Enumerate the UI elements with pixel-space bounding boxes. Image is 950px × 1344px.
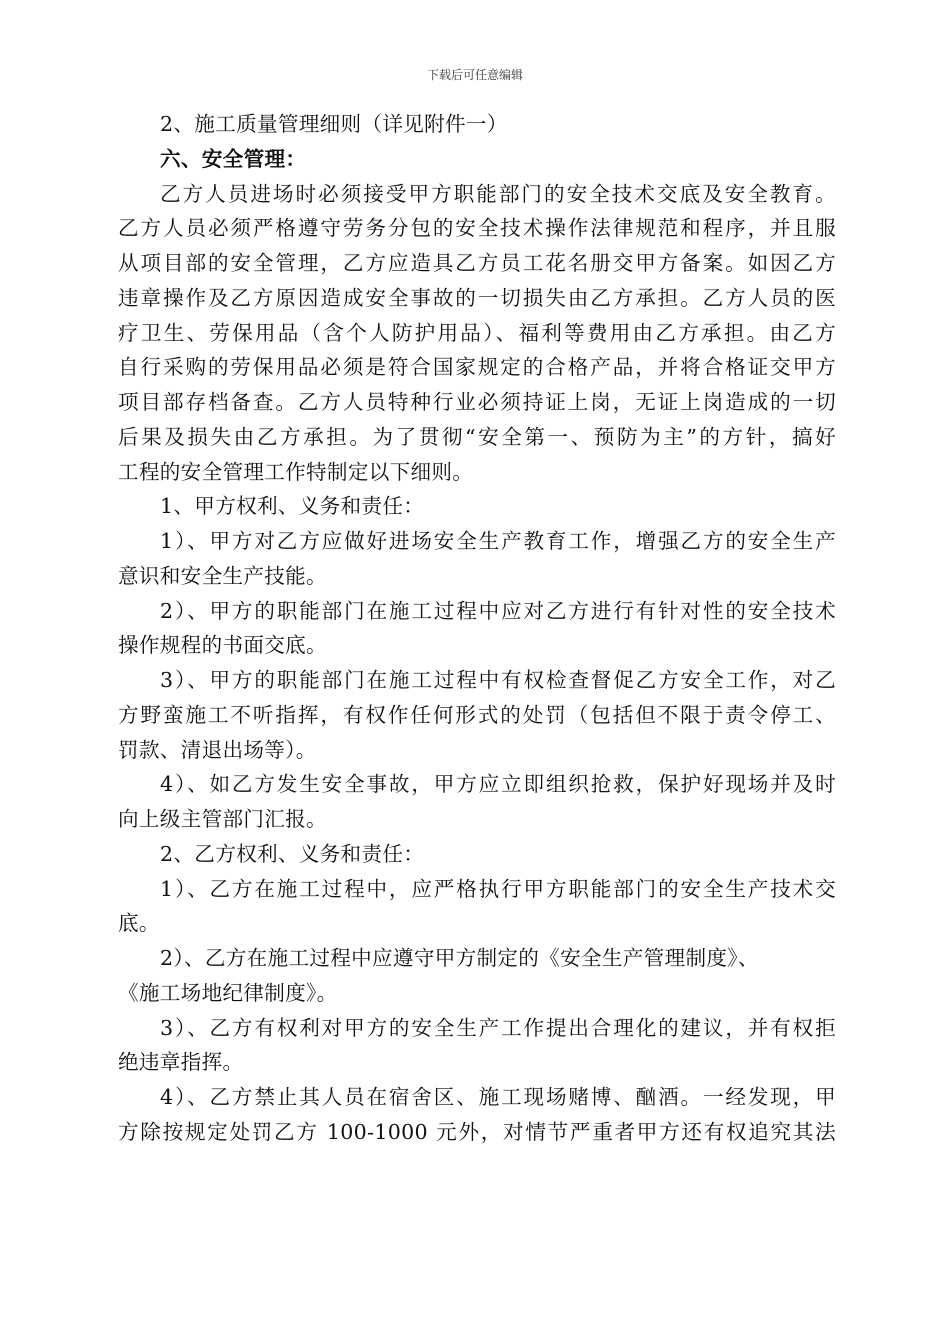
text-line: 后果及损失由乙方承担。为了贯彻“安全第一、预防为主”的方针，搞好 — [118, 424, 836, 449]
text-line: 向上级主管部门汇报。 — [118, 807, 327, 831]
text-line: 1）、甲方对乙方应做好进场安全生产教育工作，增强乙方的安全生产 — [160, 529, 836, 553]
section-heading: 六、安全管理： — [160, 146, 307, 171]
text-line: 罚款、清退出场等）。 — [118, 737, 317, 762]
text-line: 乙方人员进场时必须接受甲方职能部门的安全技术交底及安全教育。 — [160, 181, 836, 206]
text-line: 4）、乙方禁止其人员在宿舍区、施工现场赌博、酗酒。一经发现，甲 — [160, 1085, 836, 1109]
text-line: 从项目部的安全管理，乙方应造具乙方员工花名册交甲方备案。如因乙方 — [118, 251, 836, 275]
text-line: 违章操作及乙方原因造成安全事故的一切损失由乙方承担。乙方人员的医 — [118, 285, 836, 310]
text-line: 操作规程的书面交底。 — [118, 633, 327, 658]
text-line: 意识和安全生产技能。 — [118, 563, 327, 588]
text-line: 方野蛮施工不听指挥，有权作任何形式的处罚（包括但不限于责令停工、 — [118, 702, 836, 727]
text-line: 3）、乙方有权利对甲方的安全生产工作提出合理化的建议，并有权拒 — [160, 1015, 836, 1040]
text-line: 2）、乙方在施工过程中应遵守甲方制定的《安全生产管理制度》、 — [160, 946, 759, 970]
text-line: 底。 — [118, 911, 160, 936]
text-line: 1）、乙方在施工过程中，应严格执行甲方职能部门的安全生产技术交 — [160, 876, 836, 901]
text-line: 《施工场地纪律制度》。 — [118, 980, 338, 1005]
text-line: 4）、如乙方发生安全事故，甲方应立即组织抢救，保护好现场并及时 — [160, 772, 836, 797]
text-line: 2、乙方权利、义务和责任： — [160, 841, 425, 866]
text-line: 自行采购的劳保用品必须是符合国家规定的合格产品，并将合格证交甲方 — [118, 355, 836, 380]
text-line: 乙方人员必须严格遵守劳务分包的安全技术操作法律规范和程序，并且服 — [118, 216, 836, 241]
page-header-note: 下载后可任意编辑 — [426, 68, 523, 82]
text-line: 方除按规定处罚乙方 100-1000 元外，对情节严重者甲方还有权追究其法 — [118, 1119, 836, 1144]
text-line: 项目部存档备查。乙方人员特种行业必须持证上岗，无证上岗造成的一切 — [118, 390, 836, 414]
text-line: 绝违章指挥。 — [118, 1050, 244, 1075]
text-line: 2、施工质量管理细则（详见附件一） — [160, 112, 508, 136]
document-body — [118, 107, 836, 1150]
text-line: 1、甲方权利、义务和责任： — [160, 494, 425, 519]
text-line: 2）、甲方的职能部门在施工过程中应对乙方进行有针对性的安全技术 — [160, 598, 836, 623]
text-line: 3）、甲方的职能部门在施工过程中有权检查督促乙方安全工作，对乙 — [160, 668, 836, 692]
text-line: 疗卫生、劳保用品（含个人防护用品）、福利等费用由乙方承担。由乙方 — [118, 320, 836, 345]
text-line: 工程的安全管理工作特制定以下细则。 — [118, 459, 474, 484]
